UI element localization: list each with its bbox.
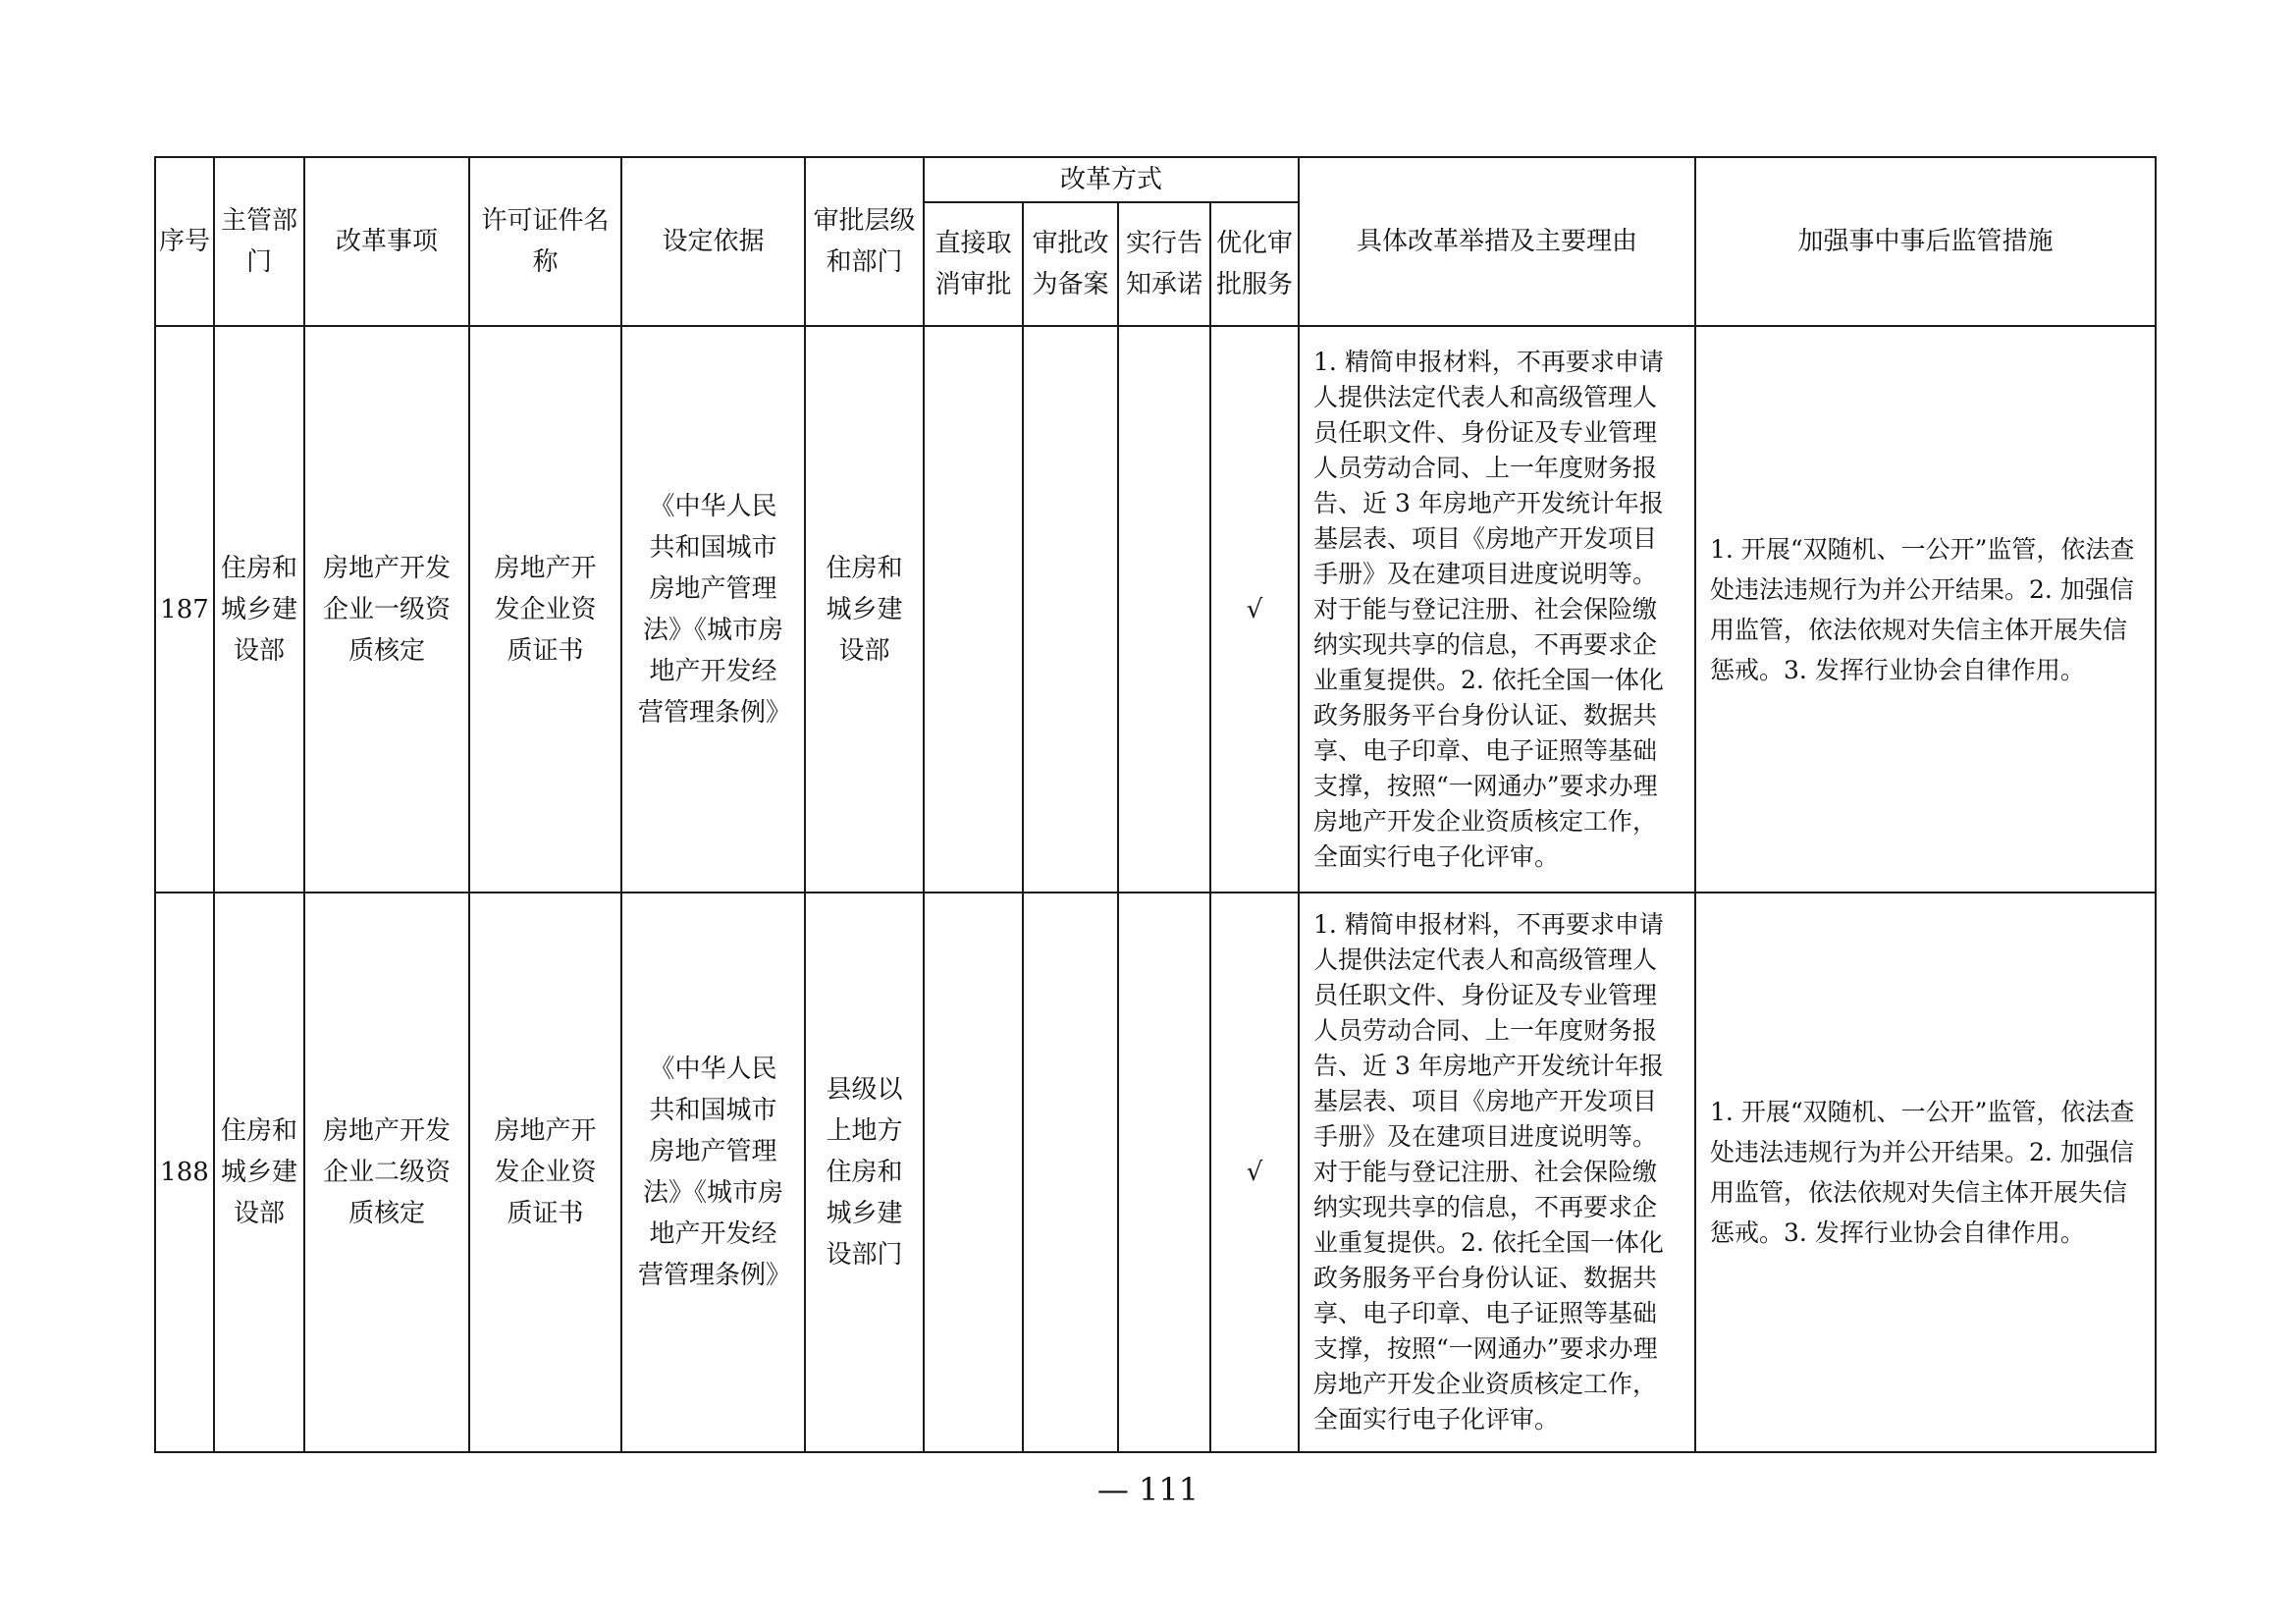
header-supervision: 加强事中事后监管措施 xyxy=(1695,157,2156,326)
cell-license: 房地产开发企业资质证书 xyxy=(469,326,621,893)
cell-item: 房地产开发企业一级资质核定 xyxy=(304,326,469,893)
cell-measures: 1. 精简申报材料，不再要求申请人提供法定代表人和高级管理人员任职文件、身份证及专业管理人员劳动合同、上一年度财务报告、近 3 年房地产开发统计年报基层表、项目《房地产开发项目手册》及在建项目进度说明等。对于能与登记注册、社会保险缴纳实现共享的信息，不再要求企业重复提供。2. 依托全国一体化政务服务平台身份认证、数据共享、电子印章、电子证照等基础支撑，按照“一网通办”要求办理房地产开发企业资质核定工作，全面实行电子化评审。 xyxy=(1299,893,1695,1452)
cell-supervision: 1. 开展“双随机、一公开”监管，依法查处违法违规行为并公开结果。2. 加强信用监管，依法依规对失信主体开展失信惩戒。3. 发挥行业协会自律作用。 xyxy=(1695,326,2156,893)
cell-method-cancel xyxy=(924,326,1023,893)
header-method-group: 改革方式 xyxy=(924,157,1299,202)
cell-supervision: 1. 开展“双随机、一公开”监管，依法查处违法违规行为并公开结果。2. 加强信用监管，依法依规对失信主体开展失信惩戒。3. 发挥行业协会自律作用。 xyxy=(1695,893,2156,1452)
header-row-top xyxy=(155,157,2156,202)
cell-method-optimize: √ xyxy=(1210,893,1299,1452)
header-dept: 主管部门 xyxy=(214,157,304,326)
cell-level: 住房和城乡建设部 xyxy=(805,326,924,893)
cell-method-record xyxy=(1023,893,1118,1452)
header-level: 审批层级和部门 xyxy=(805,157,924,326)
cell-method-notify xyxy=(1118,893,1210,1452)
header-measures: 具体改革举措及主要理由 xyxy=(1299,157,1695,326)
table-row xyxy=(155,326,2156,893)
cell-license: 房地产开发企业资质证书 xyxy=(469,893,621,1452)
cell-basis: 《中华人民共和国城市房地产管理法》《城市房地产开发经营管理条例》 xyxy=(621,893,805,1452)
header-method-record: 审批改为备案 xyxy=(1023,202,1118,326)
cell-seq: 187 xyxy=(155,326,214,893)
cell-level: 县级以上地方住房和城乡建设部门 xyxy=(805,893,924,1452)
header-method-notify: 实行告知承诺 xyxy=(1118,202,1210,326)
cell-item: 房地产开发企业二级资质核定 xyxy=(304,893,469,1452)
cell-dept: 住房和城乡建设部 xyxy=(214,326,304,893)
cell-seq: 188 xyxy=(155,893,214,1452)
header-item: 改革事项 xyxy=(304,157,469,326)
table-row xyxy=(155,893,2156,1452)
header-license: 许可证件名称 xyxy=(469,157,621,326)
header-seq: 序号 xyxy=(155,157,214,326)
header-method-optimize: 优化审批服务 xyxy=(1210,202,1299,326)
cell-method-record xyxy=(1023,326,1118,893)
cell-basis: 《中华人民共和国城市房地产管理法》《城市房地产开发经营管理条例》 xyxy=(621,326,805,893)
header-method-cancel: 直接取消审批 xyxy=(924,202,1023,326)
cell-measures: 1. 精简申报材料，不再要求申请人提供法定代表人和高级管理人员任职文件、身份证及专业管理人员劳动合同、上一年度财务报告、近 3 年房地产开发统计年报基层表、项目《房地产开发项目手册》及在建项目进度说明等。对于能与登记注册、社会保险缴纳实现共享的信息，不再要求企业重复提供。2. 依托全国一体化政务服务平台身份认证、数据共享、电子印章、电子证照等基础支撑，按照“一网通办”要求办理房地产开发企业资质核定工作，全面实行电子化评审。 xyxy=(1299,326,1695,893)
cell-dept: 住房和城乡建设部 xyxy=(214,893,304,1452)
cell-method-optimize: √ xyxy=(1210,326,1299,893)
cell-method-cancel xyxy=(924,893,1023,1452)
cell-method-notify xyxy=(1118,326,1210,893)
reform-table xyxy=(154,156,2157,1453)
header-basis: 设定依据 xyxy=(621,157,805,326)
page-number: — 111 xyxy=(1096,1471,1200,1508)
